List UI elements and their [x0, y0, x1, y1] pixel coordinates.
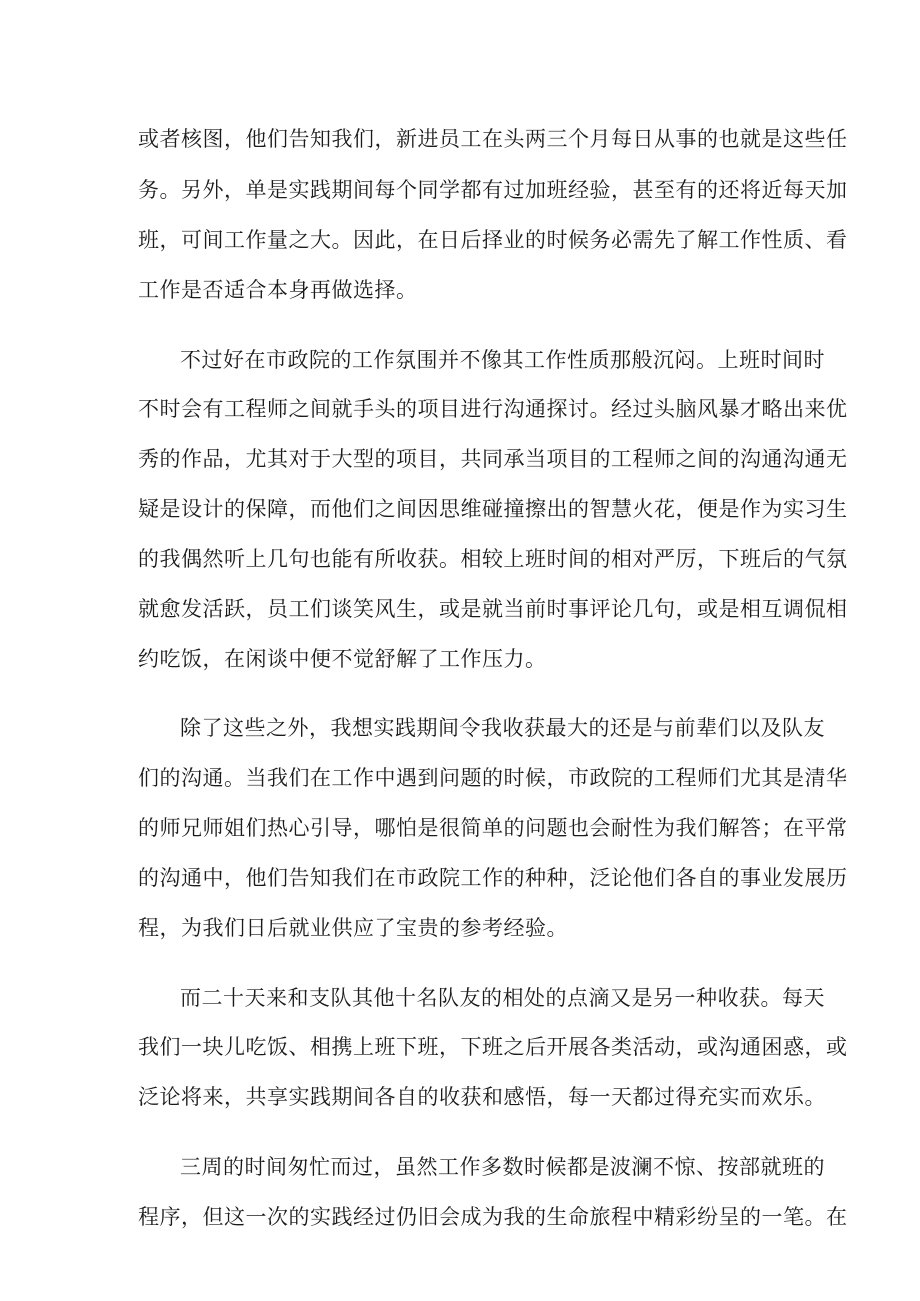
paragraph-4-line-3: 泛论将来，共享实践期间各自的收获和感悟，每一天都过得充实而欢乐。 — [138, 1085, 826, 1109]
paragraph-1-line-3: 班，可间工作量之大。因此，在日后择业的时候务必需先了解工作性质、看 — [138, 228, 848, 252]
paragraph-2-line-7: 约吃饭，在闲谈中便不觉舒解了工作压力。 — [138, 647, 547, 671]
paragraph-1-line-1: 或者核图，他们告知我们，新进员工在头两三个月每日从事的也就是这些任 — [138, 127, 848, 151]
paragraph-2-line-2: 不时会有工程师之间就手头的项目进行沟通探讨。经过头脑风暴才略出来优 — [138, 397, 848, 421]
paragraph-2-line-6: 就愈发活跃，员工们谈笑风生，或是就当前时事评论几句，或是相互调侃相 — [138, 597, 848, 621]
paragraph-3-line-2: 们的沟通。当我们在工作中遇到问题的时候，市政院的工程师们尤其是清华 — [138, 766, 848, 790]
paragraph-5-line-1: 三周的时间匆忙而过，虽然工作多数时候都是波澜不惊、按部就班的 — [180, 1155, 825, 1179]
paragraph-4-line-1: 而二十天来和支队其他十名队友的相处的点滴又是另一种收获。每天 — [180, 986, 825, 1010]
paragraph-2-line-5: 的我偶然听上几句也能有所收获。相较上班时间的相对严厉，下班后的气氛 — [138, 547, 848, 571]
paragraph-2-line-3: 秀的作品，尤其对于大型的项目，共同承当项目的工程师之间的沟通沟通无 — [138, 447, 848, 471]
paragraph-2-line-1: 不过好在市政院的工作氛围并不像其工作性质那般沉闷。上班时间时 — [180, 348, 825, 372]
paragraph-3-line-4: 的沟通中，他们告知我们在市政院工作的种种，泛论他们各自的事业发展历 — [138, 866, 848, 890]
paragraph-4-line-2: 我们一块儿吃饭、相携上班下班，下班之后开展各类活动，或沟通困惑，或 — [138, 1035, 848, 1059]
paragraph-3-line-3: 的师兄师姐们热心引导，哪怕是很简单的问题也会耐性为我们解答；在平常 — [138, 816, 848, 840]
paragraph-1-line-4: 工作是否适合本身再做选择。 — [138, 278, 418, 302]
paragraph-5-line-2: 程序，但这一次的实践经过仍旧会成为我的生命旅程中精彩纷呈的一笔。在 — [138, 1205, 848, 1229]
paragraph-3-line-1: 除了这些之外，我想实践期间令我收获最大的还是与前辈们以及队友 — [180, 716, 825, 740]
paragraph-2-line-4: 疑是设计的保障，而他们之间因思维碰撞擦出的智慧火花，便是作为实习生 — [138, 497, 848, 521]
paragraph-3-line-5: 程，为我们日后就业供应了宝贵的参考经验。 — [138, 916, 568, 940]
paragraph-1-line-2: 务。另外，单是实践期间每个同学都有过加班经验，甚至有的还将近每天加 — [138, 178, 848, 202]
